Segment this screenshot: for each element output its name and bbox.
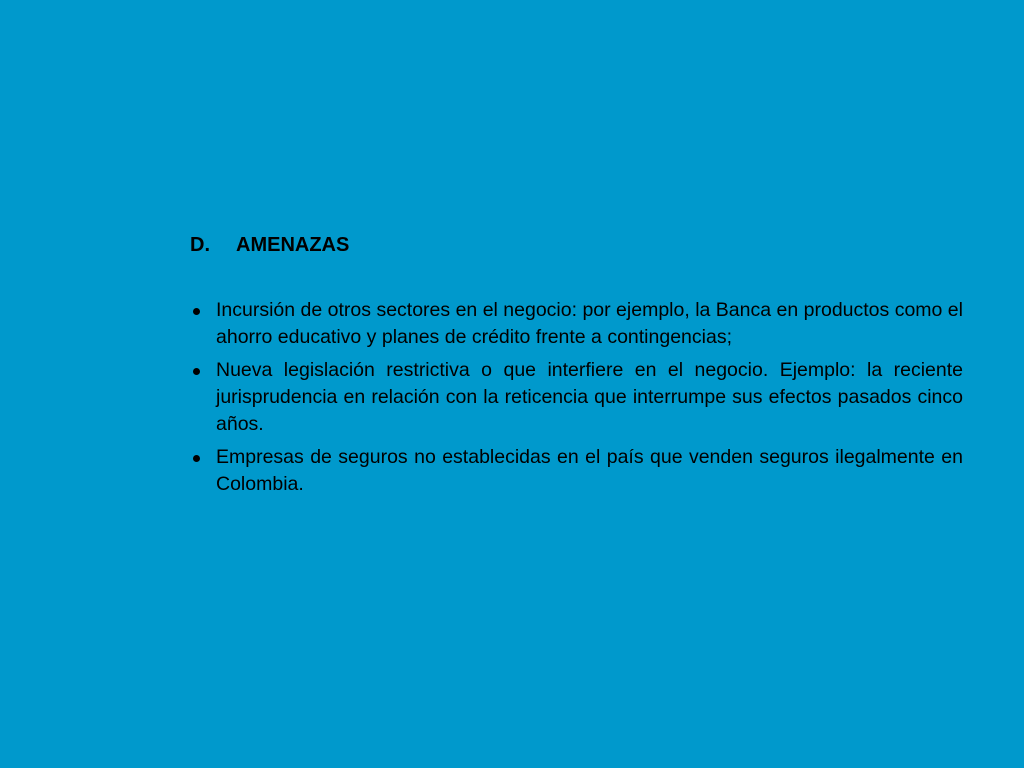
list-item [190, 297, 963, 351]
list-item-text: Nueva legislación restrictiva o que interfiere en el negocio. Ejemplo: la reciente jurisprudencia en relación con la reticencia que interrumpe sus efectos pasados cinco años. [216, 359, 963, 435]
list-item [190, 444, 963, 498]
section-number: D. [190, 234, 210, 256]
bullet-icon [193, 455, 200, 462]
list-item-text: Incursión de otros sectores en el negocio: por ejemplo, la Banca en productos como el ahorro educativo y planes de crédito frente a contingencias; [216, 299, 963, 348]
section-title: AMENAZAS [236, 234, 350, 256]
list-item-text: Empresas de seguros no establecidas en el país que venden seguros ilegalmente en Colombia. [216, 446, 963, 495]
bullet-icon [193, 368, 200, 375]
bullet-icon [193, 308, 200, 315]
list-item [190, 357, 963, 438]
threats-list [190, 297, 963, 504]
section-heading [190, 231, 349, 259]
